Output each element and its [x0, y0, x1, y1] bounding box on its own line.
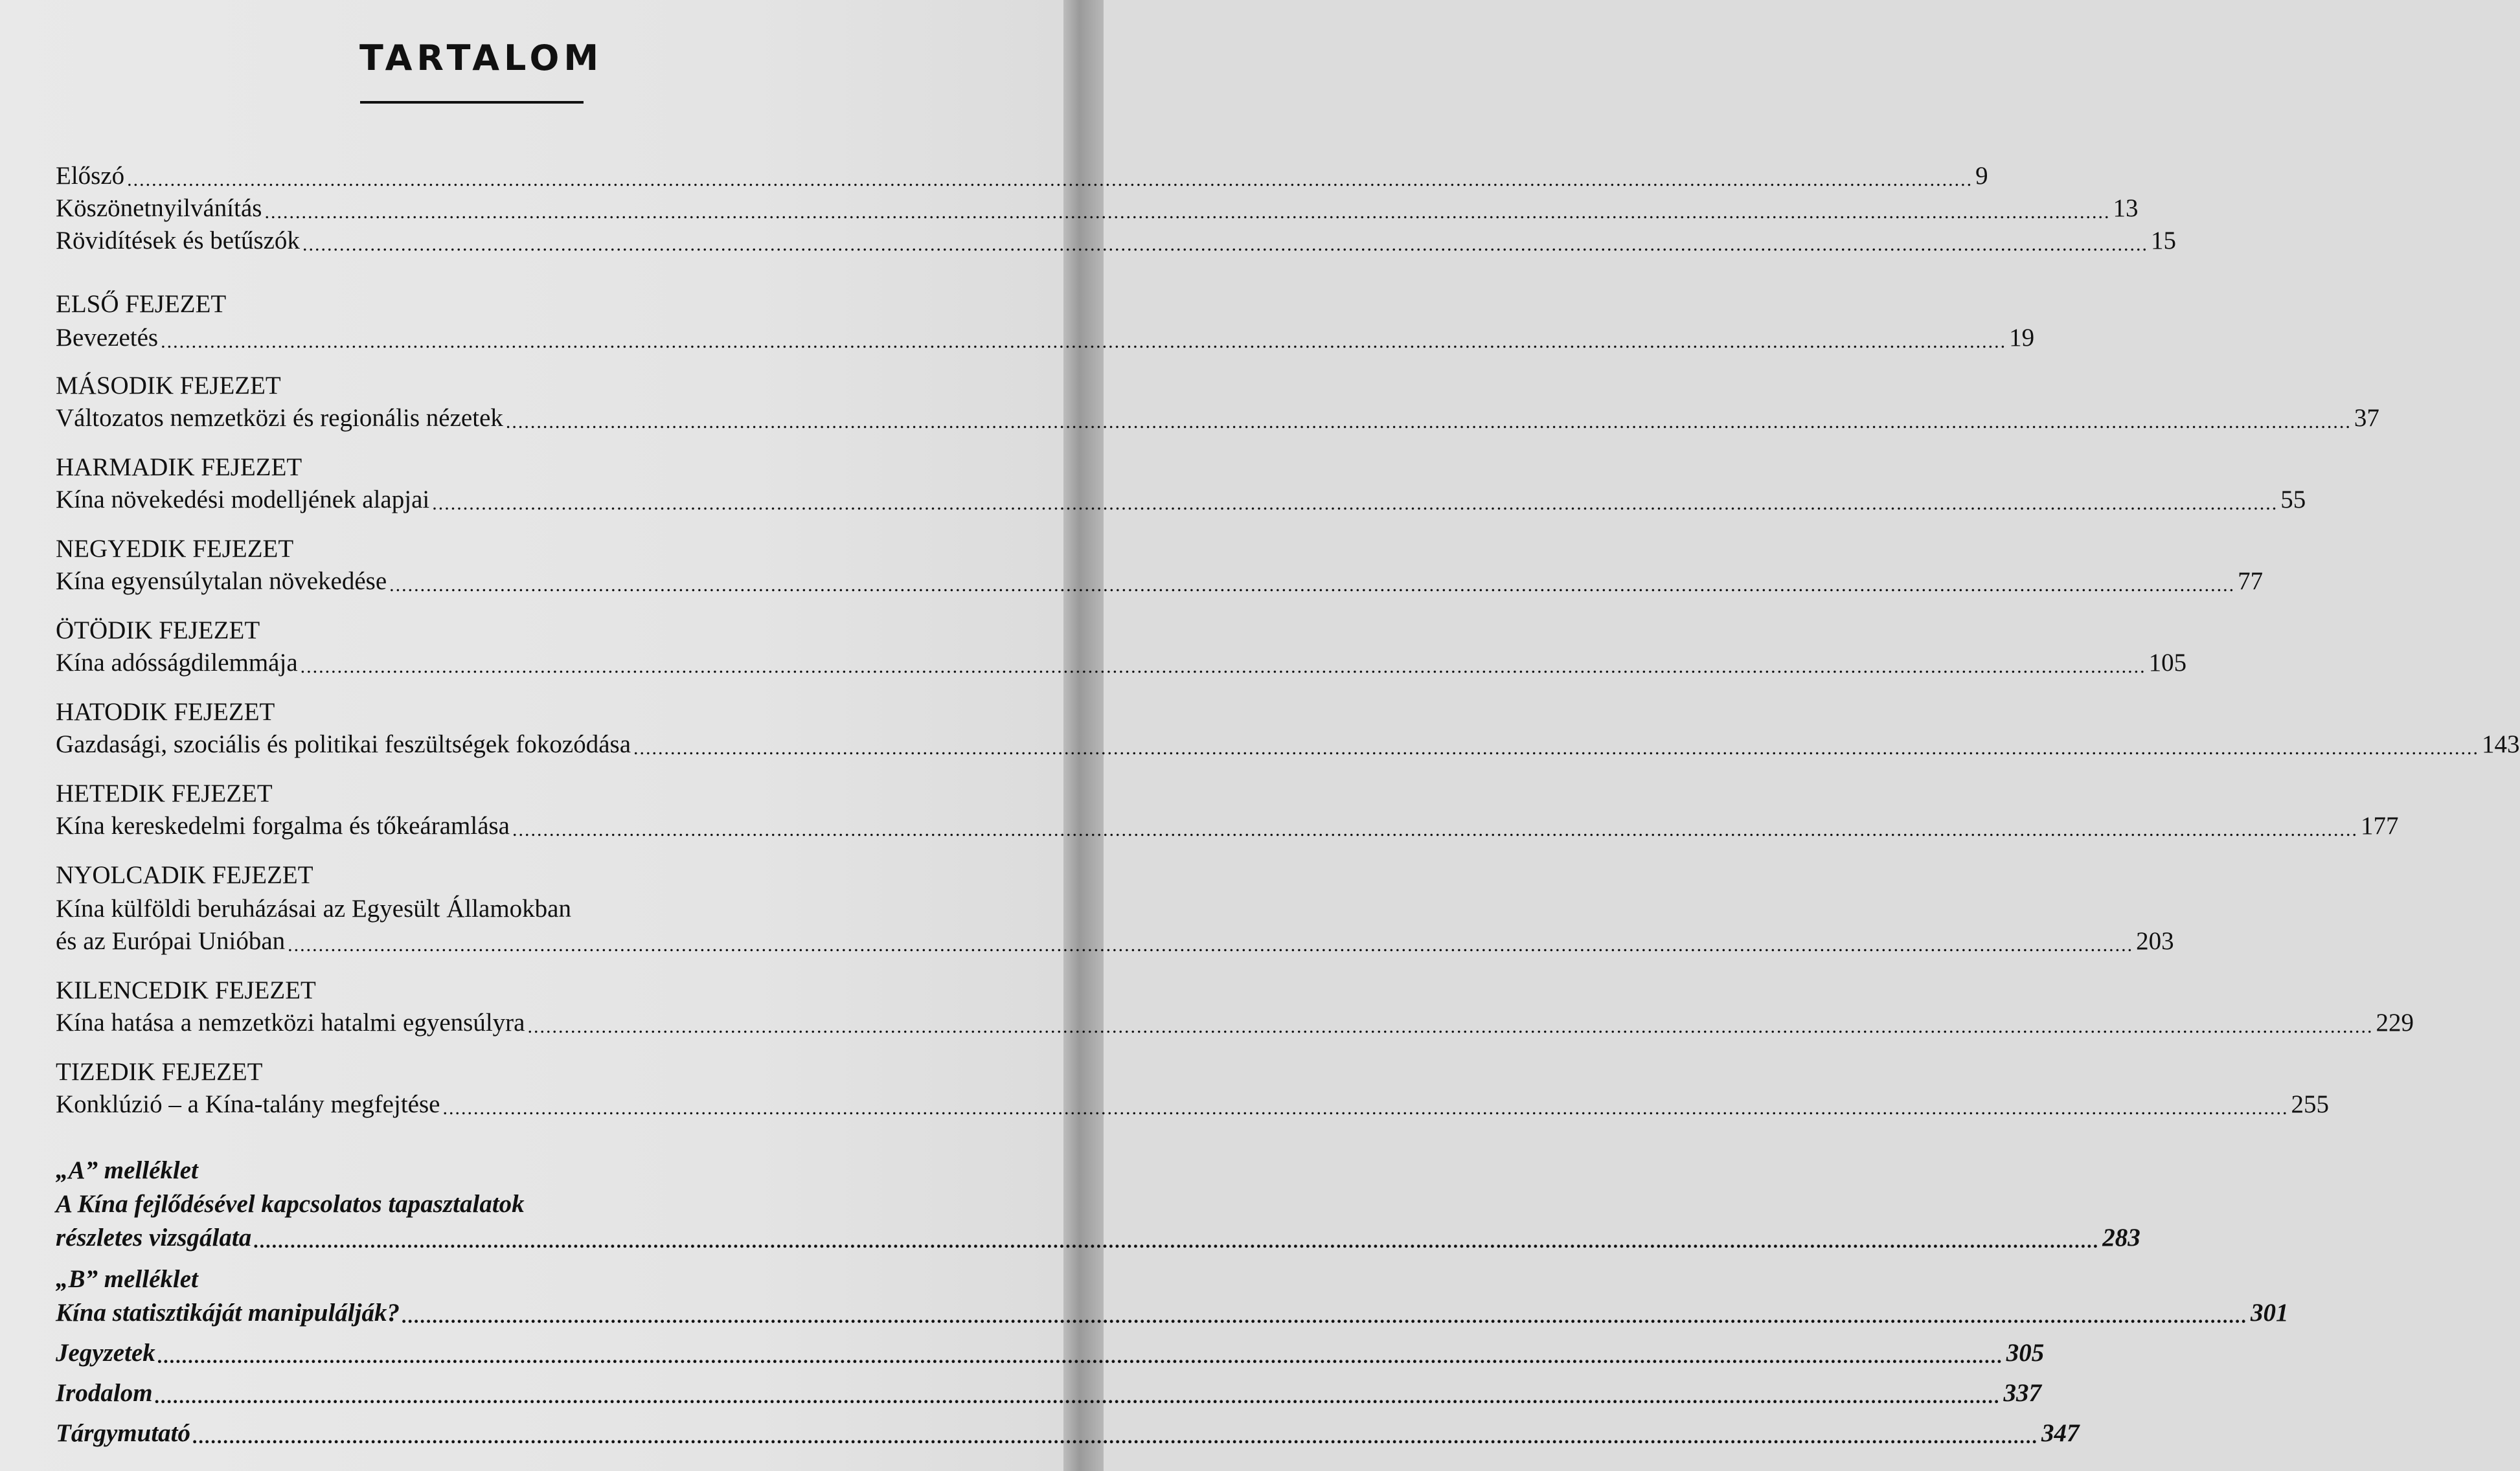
leader-dots: ............................................................................................................................................................................................................................................................................................................ [157, 1346, 2004, 1367]
entry-title: Előszó [56, 162, 125, 190]
entry-page: 203 [2136, 927, 2174, 955]
leader-dots: ............................................................................................................................................................................................................................................................................................................ [505, 411, 2352, 432]
leader-dots: ............................................................................................................................................................................................................................................................................................................ [442, 1097, 2289, 1119]
appendix-label: „A” melléklet [56, 1156, 198, 1184]
chapter-label: HARMADIK FEJEZET [56, 453, 302, 481]
entry-title: Bevezetés [56, 324, 159, 352]
entry-page: 19 [2009, 324, 2035, 352]
entry-title: és az Európai Unióban [56, 927, 286, 955]
leader-dots: ............................................................................................................................................................................................................................................................................................................ [633, 737, 2480, 759]
chapter-label: HETEDIK FEJEZET [56, 780, 273, 807]
chapter-label: TIZEDIK FEJEZET [56, 1058, 263, 1086]
toc-entry [56, 483, 2306, 517]
entry-title: Kína egyensúlytalan növekedése [56, 567, 387, 595]
chapter-label: NEGYEDIK FEJEZET [56, 535, 294, 563]
leader-dots: ............................................................................................................................................................................................................................................................................................................ [432, 493, 2278, 514]
appendix-label: „B” melléklet [56, 1265, 198, 1293]
toc-entry [56, 192, 2139, 225]
entry-page: 55 [2280, 486, 2306, 513]
chapter-label: NYOLCADIK FEJEZET [56, 861, 313, 889]
toc-entry [56, 1376, 2042, 1410]
entry-title: Kína kereskedelmi forgalma és tőkeáramlása [56, 812, 510, 840]
entry-title: Irodalom [56, 1379, 153, 1407]
toc-entry [56, 1221, 2140, 1255]
leader-dots: ............................................................................................................................................................................................................................................................................................................ [300, 656, 2146, 677]
toc-entry [56, 809, 2399, 843]
entry-page: 15 [2150, 227, 2176, 254]
leader-dots: ............................................................................................................................................................................................................................................................................................................ [402, 1306, 2248, 1327]
entry-page: 347 [2041, 1419, 2080, 1447]
entry-title: Tárgymutató [56, 1419, 191, 1447]
toc-entry [56, 1088, 2329, 1121]
entry-title: Kína statisztikáját manipulálják? [56, 1299, 400, 1327]
entry-title: Jegyzetek [56, 1339, 155, 1367]
entry-title: Köszönetnyilvánítás [56, 194, 262, 222]
entry-page: 255 [2291, 1090, 2329, 1118]
entry-page: 105 [2148, 649, 2187, 677]
toc-entry [56, 224, 2176, 258]
leader-dots: ............................................................................................................................................................................................................................................................................................................ [254, 1231, 2100, 1252]
leader-dots: ............................................................................................................................................................................................................................................................................................................ [527, 1016, 2374, 1037]
entry-title: Gazdasági, szociális és politikai feszültségek fokozódása [56, 730, 631, 758]
toc-entry [56, 1296, 2289, 1330]
entry-title-line: A Kína fejlődésével kapcsolatos tapasztalatok [56, 1190, 525, 1218]
chapter-label: HATODIK FEJEZET [56, 698, 275, 726]
entry-page: 13 [2113, 194, 2139, 222]
title-underline [360, 101, 584, 104]
entry-title: Kína hatása a nemzetközi hatalmi egyensúlyra [56, 1009, 525, 1037]
leader-dots: ............................................................................................................................................................................................................................................................................................................ [155, 1386, 2001, 1408]
toc-entry [56, 401, 2379, 435]
chapter-label: KILENCEDIK FEJEZET [56, 976, 316, 1004]
entry-title: Rövidítések és betűszók [56, 227, 300, 254]
leader-dots: ............................................................................................................................................................................................................................................................................................................ [512, 819, 2358, 840]
chapter-label: ÖTÖDIK FEJEZET [56, 616, 260, 644]
toc-entry [56, 565, 2264, 598]
entry-title-line: Kína külföldi beruházásai az Egyesült Államokban [56, 895, 571, 923]
leader-dots: ............................................................................................................................................................................................................................................................................................................ [193, 1426, 2039, 1448]
toc-entry [56, 321, 2035, 355]
toc-entry [56, 1006, 2414, 1040]
entry-page: 283 [2102, 1224, 2140, 1252]
leader-dots: ............................................................................................................................................................................................................................................................................................................ [161, 331, 2007, 352]
leader-dots: ............................................................................................................................................................................................................................................................................................................ [264, 201, 2111, 223]
page-title: TARTALOM [359, 38, 604, 78]
toc-entry [56, 728, 2520, 761]
entry-page: 337 [2003, 1379, 2042, 1407]
entry-title: Változatos nemzetközi és regionális nézetek [56, 404, 503, 432]
toc-entry [56, 1336, 2045, 1370]
entry-title: Kína adósságdilemmája [56, 649, 298, 677]
toc-entry [56, 1417, 2080, 1450]
entry-page: 37 [2354, 404, 2379, 432]
entry-page: 301 [2250, 1299, 2289, 1327]
leader-dots: ............................................................................................................................................................................................................................................................................................................ [288, 934, 2134, 956]
leader-dots: ............................................................................................................................................................................................................................................................................................................ [302, 234, 2148, 255]
entry-title: részletes vizsgálata [56, 1224, 252, 1252]
entry-title: Kína növekedési modelljének alapjai [56, 486, 430, 513]
toc-entry [56, 925, 2174, 958]
entry-page: 305 [2006, 1339, 2045, 1367]
entry-page: 77 [2238, 567, 2264, 595]
entry-page: 177 [2361, 812, 2399, 840]
toc-entry [56, 646, 2187, 680]
entry-page: 229 [2376, 1009, 2414, 1037]
leader-dots: ............................................................................................................................................................................................................................................................................................................ [389, 574, 2236, 596]
leader-dots: ............................................................................................................................................................................................................................................................................................................ [127, 169, 1973, 190]
entry-page: 9 [1975, 162, 1988, 190]
chapter-label: MÁSODIK FEJEZET [56, 372, 281, 399]
entry-page: 143 [2482, 730, 2520, 758]
entry-title: Konklúzió – a Kína-talány megfejtése [56, 1090, 440, 1118]
chapter-label: ELSŐ FEJEZET [56, 290, 227, 318]
toc-entry [56, 159, 1988, 193]
